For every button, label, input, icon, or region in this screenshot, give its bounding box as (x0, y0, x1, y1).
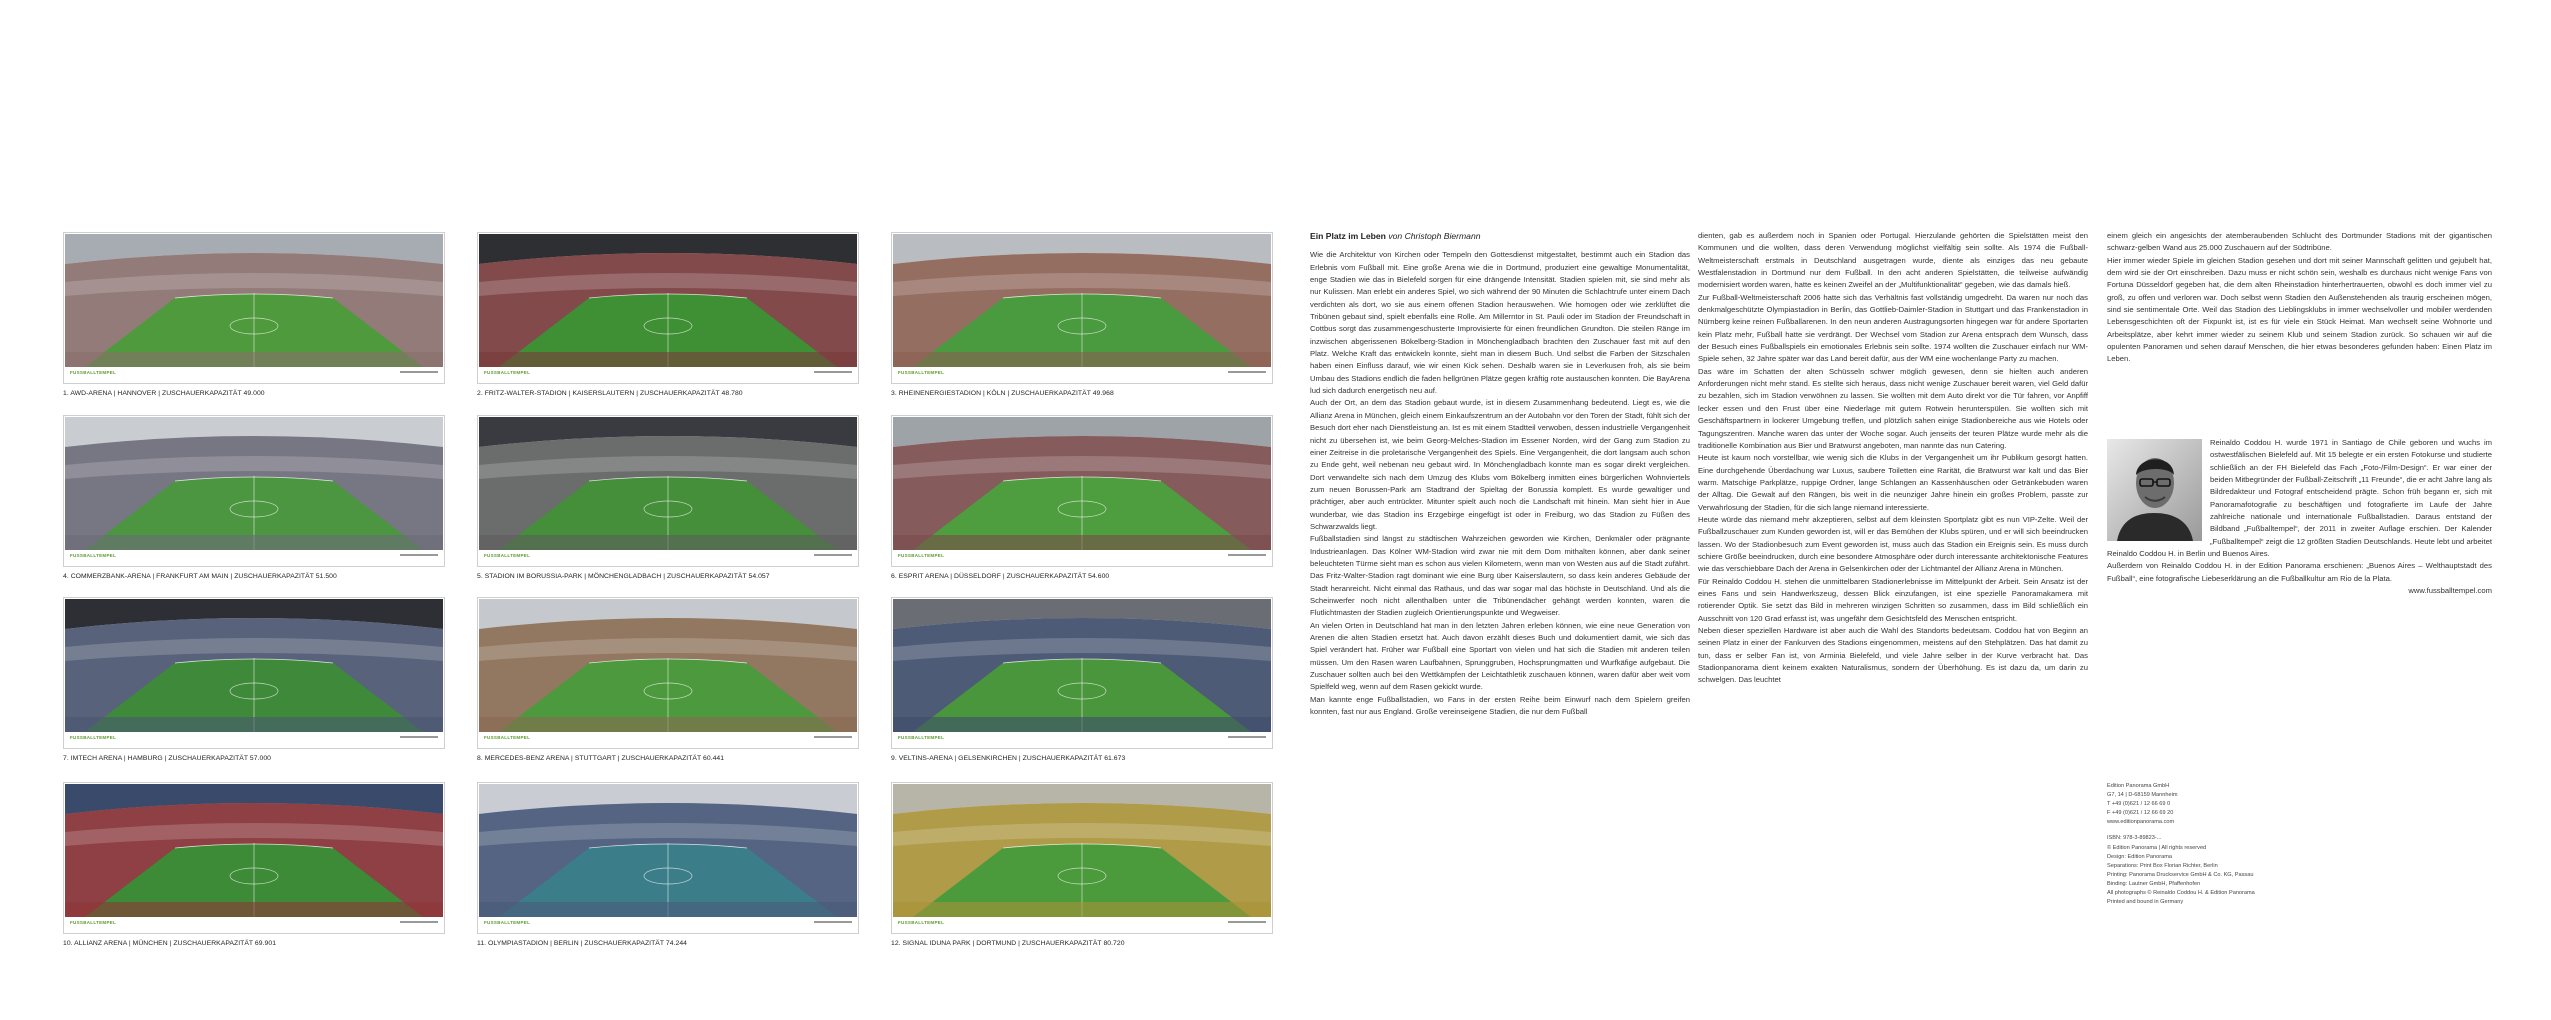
stadium-caption: 8. MERCEDES-BENZ ARENA | STUTTGART | ZUSCHAUERKAPAZITÄT 60.441 (477, 755, 725, 762)
paragraph: Fußballstadien sind längst zu städtischen Wahrzeichen geworden wie Kirchen, Denkmäler oder prägnante Industrieanlagen. Das Kölner WM-Stadion wird zwar nie mit dem Dom mithalten können, aber dank seiner beleuchteten Türme sieht man es schon aus vielen Kilometern, wenn man von Westen aus auf die Stadt zufährt. Das Fritz-Walter-Stadion ragt dominant wie eine Burg über Kaiserslautern, so dass kein anderes Gebäude der Stadt heranreicht. Nicht einmal das Rathaus, und das war sogar mal das höchste in Deutschland. Und als die Scheinwerfer noch nicht allenthalben unter die Tribünendächer gehängt werden konnten, waren die Flutlichtmasten der Stadien zugleich Orientierungspunkte und Wegweiser. (1310, 534, 1690, 618)
brand-label: FUSSBALLTEMPEL (484, 920, 531, 925)
stadium-card (891, 232, 1273, 402)
calendar-sheet (477, 232, 859, 384)
imprint-line: T +49 (0)621 / 12 66 69 0 (2107, 801, 2171, 808)
paragraph: Neben dieser speziellen Hardware ist aber auch die Wahl des Standorts bedeutsam. Coddou hat von Beginn an seinen Platz in einer der Fankurven des Stadions eingenommen, meistens auf den Stehplätzen. Das hat damit zu tun, dass er selber Fan ist, von Arminia Bielefeld, und viele Jahre selber in der Kurve verbracht hat. Das Stadionpanorama dient keinem exakten Naturalismus, sondern der Überhöhung. Es ist dazu da, um darin zu schwelgen. Das leuchtet (1698, 626, 2088, 685)
stadium-caption: 10. ALLIANZ ARENA | MÜNCHEN | ZUSCHAUERKAPAZITÄT 69.901 (63, 940, 277, 947)
brand-label: FUSSBALLTEMPEL (898, 553, 945, 558)
stadium-panorama-photo (479, 599, 857, 732)
author-bio (2107, 437, 2492, 597)
article-column-1 (1310, 230, 1690, 718)
brand-label: FUSSBALLTEMPEL (70, 920, 117, 925)
article-column-3 (2107, 230, 2492, 366)
stadium-panorama-photo (893, 784, 1271, 917)
calendar-footer-rule (1228, 921, 1266, 923)
imprint-line: www.editionpanorama.com (2107, 819, 2175, 826)
brand-label: FUSSBALLTEMPEL (898, 735, 945, 740)
stadium-caption: 9. VELTINS-ARENA | GELSENKIRCHEN | ZUSCHAUERKAPAZITÄT 61.673 (891, 755, 1126, 762)
article-byline: von Christoph Biermann (1388, 231, 1481, 241)
calendar-footer-rule (400, 736, 438, 738)
stadium-card (477, 232, 859, 402)
calendar-sheet (477, 415, 859, 567)
brand-label: FUSSBALLTEMPEL (484, 370, 531, 375)
stadium-caption: 2. FRITZ-WALTER-STADION | KAISERSLAUTERN | ZUSCHAUERKAPAZITÄT 48.780 (477, 390, 743, 397)
paragraph: Zur Fußball-Weltmeisterschaft 2006 hatte sich das Verhältnis fast vollständig umgedreht. Da waren nur noch das denkmalgeschützte Olympiastadion in Berlin, das Gottlieb-Daimler-Stadion in Stuttgart und das Frankenstadion in Nürnberg keine reinen Fußballarenen. In den neun anderen Austragungsorten hingegen war für andere Sportarten kein Platz mehr, Fußball hatte sie verdrängt. Der Wechsel vom Stadion zur Arena entsprach dem Wunsch, dass der Besuch eines Fußballspiels ein emotionales Erlebnis sein sollte. 1974 wollten die Zuschauer einfach nur WM-Spiele sehen, 32 Jahre später war das Land bereit dafür, aus der WM eine wochenlange Party zu machen. (1698, 292, 2088, 364)
imprint-line: © Edition Panorama | All rights reserved (2107, 844, 2207, 851)
calendar-sheet (63, 415, 445, 567)
brand-label: FUSSBALLTEMPEL (898, 370, 945, 375)
imprint-gap (2107, 827, 2367, 834)
paragraph: Heute ist kaum noch vorstellbar, wie wenig sich die Klubs in der Vergangenheit um ihr Publikum gesorgt hatten. Eine durchgehende Überdachung war Luxus, saubere Toiletten eine Rarität, die Bratwurst war kalt und das Bier warm. Matschige Parkplätze, ruppige Ordner, lange Schlangen an Kassenhäuschen oder Getränkebuden waren der Alltag. Die Gewalt auf den Rängen, bis weit in die neunziger Jahre hinein ein großes Problem, passte zur Verwahrlosung der Stadien, für die sich lange niemand interessierte. (1698, 453, 2088, 512)
stadium-card (477, 415, 859, 585)
stadium-panorama-photo (479, 234, 857, 367)
stadium-panorama-photo (893, 234, 1271, 367)
bio-paragraph: Außerdem von Reinaldo Coddou H. in der Edition Panorama erschienen: „Buenos Aires – Welthauptstadt des Fußball“, eine fotografische Liebeserklärung an die Fußballkultur am Rio de la Plata. (2107, 561, 2492, 583)
calendar-footer-rule (1228, 554, 1266, 556)
stadium-panorama-photo (65, 234, 443, 367)
stadium-card (891, 415, 1273, 585)
stadium-panorama-photo (893, 417, 1271, 550)
calendar-sheet (63, 597, 445, 749)
imprint-line: Edition Panorama GmbH (2107, 783, 2170, 789)
stadium-caption: 11. OLYMPIASTADION | BERLIN | ZUSCHAUERKAPAZITÄT 74.244 (477, 940, 687, 947)
brand-label: FUSSBALLTEMPEL (70, 735, 117, 740)
brand-label: FUSSBALLTEMPEL (484, 553, 531, 558)
stadium-caption: 12. SIGNAL IDUNA PARK | DORTMUND | ZUSCHAUERKAPAZITÄT 80.720 (891, 940, 1125, 947)
paragraph: dienten, gab es außerdem noch in Spanien oder Portugal. Hierzulande gehörten die Spielstätten meist den Kommunen und die wollten, dass deren Verwendung möglichst vielfältig sein sollte. Als 1974 die Fußball-Weltmeisterschaft erstmals in Deutschland ausgetragen wurde, diente als einziges das neu gebaute Westfalenstadion in Dortmund nur dem Fußball. In den acht anderen Spielstätten, die teilweise aufwändig modernisiert worden waren, hatte es keinen Zweifel an der „Multifunktionalität“ gegeben, wie das damals hieß. (1698, 231, 2088, 290)
stadium-panorama-photo (479, 417, 857, 550)
stadium-calendar-grid (63, 232, 1273, 950)
paragraph: An vielen Orten in Deutschland hat man in den letzten Jahren erleben können, wie eine neue Generation von Arenen die alten Stadien ersetzt hat. Auch davon erzählt dieses Buch und dokumentiert damit, wie sich das Spiel verändert hat. Früher war Fußball eine Sportart von vielen und hat sich die Stadien mit anderen teilen müssen. Um den Rasen waren Laufbahnen, Sprunggruben, Hochsprungmatten und Wurfkäfige aufgebaut. Die Zuschauer sollten auch bei den Wettkämpfen der Leichtathletik zuschauen können, waren dafür aber weit vom Spielfeld weg, wenn auf dem Rasen gekickt wurde. (1310, 620, 1690, 692)
stadium-card (891, 782, 1273, 952)
stadium-card (63, 415, 445, 585)
stadium-card (891, 597, 1273, 767)
paragraph: Wie die Architektur von Kirchen oder Tempeln den Gottesdienst mitgestaltet, bestimmt auch ein Stadion das Erlebnis vom Fußball mit. Eine große Arena wie die in Dortmund, produziert eine gewaltige Monumentalität, enge Stadien wie das in Bielefeld sorgen für eine drängende Intensität. Stadien spielen mit, sie sind mehr als nur Kulissen. Man erlebt ein anderes Spiel, wo sich während der 90 Minuten die Schlachtrufe unter einem Dach verdichten als dort, wo sie aus einem offenen Stadion herauswehen. Wie homogen oder wie zerklüftet die Tribünen gebaut sind, spielt ebenfalls eine Rolle. Am Millerntor in St. Pauli oder im Stadion der Freundschaft in Cottbus sorgt das zusammengeschusterte Improvisierte für einen freundlichen Grundton. Die steilen Ränge im inzwischen abgerissenen Bökelberg-Stadion in Mönchengladbach brachten den Zuschauer fast mit auf den Platz. Welche Kraft das entwickeln konnte, sieht man in diesem Buch. Und selbst die Farben der Sitzschalen haben einen Einfluss darauf, wie wir einen Kick sehen. Deshalb waren sie in Leverkusen froh, als sie beim Umbau des Stadions endlich die faden hellgrünen Plätze gegen kräftig rote austauschen konnten. Die BayArena lud sich dadurch energetisch neu auf. (1310, 250, 1690, 396)
stadium-caption: 6. ESPRIT ARENA | DÜSSELDORF | ZUSCHAUERKAPAZITÄT 54.600 (891, 573, 1110, 580)
paragraph: Man kannte enge Fußballstadien, wo Fans in der ersten Reihe beim Einwurf nach dem Spielern greifen konnten, fast nur aus England. Große vereinseigene Stadien, die nur dem Fußball (1310, 694, 1690, 717)
paragraph: Heute würde das niemand mehr akzeptieren, selbst auf dem kleinsten Sportplatz gibt es nun VIP-Zelte. Weil der Fußballzuschauer zum Kunden geworden ist, will er das Bemühen der Klubs spüren, und er will sich beeindrucken lassen. Wo der Stadionbesuch zum Event geworden ist, muss auch das Stadion ein Ereignis sein. Es muss durch schiere Größe beeindrucken, durch eine besondere Atmosphäre oder durch interessante architektonische Features wie das verschiebbare Dach der Arena in Gelsenkirchen oder der Lichtmantel der Allianz Arena in München. (1698, 514, 2088, 574)
stadium-panorama-photo (65, 417, 443, 550)
article-title: Ein Platz im Leben (1310, 231, 1386, 241)
stadium-panorama-photo (479, 784, 857, 917)
calendar-footer-rule (1228, 371, 1266, 373)
calendar-sheet (891, 232, 1273, 384)
article-title-row (1310, 230, 1690, 242)
brand-label: FUSSBALLTEMPEL (70, 370, 117, 375)
calendar-footer-rule (814, 371, 852, 373)
paragraph: Hier immer wieder Spiele im gleichen Stadion gesehen und dort mit seiner Mannschaft gelitten und gejubelt hat, dem wird sie der Ort einschreiben. Dazu muss er nicht schön sein, weshalb es durchaus nicht wenige Fans von Fortuna Düsseldorf gegeben hat, die dem alten Rheinstadion hinterhertrauerten, obwohl es doch immer viel zu groß, zu offen und verloren war. Doch selbst wenn Stadien den Außenstehenden als traurig erscheinen mögen, sind sie sentimentale Orte. Weil das Stadion des Lieblingsklubs in immer wechselvoller und mobiler werdenden Lebensgeschichten oft der Fixpunkt ist, ist es für viele ein Stück Heimat. Man wechselt seine Wohnorte und Arbeitsplätze, aber kehrt immer wieder zu seinem Klub und seinem Stadion zurück. So schauen wir auf die opulenten Panoramen und sehen darauf Menschen, die hier etwas besonderes gefunden haben: Einen Platz im Leben. (2107, 255, 2492, 364)
calendar-footer-rule (814, 921, 852, 923)
calendar-footer-rule (400, 371, 438, 373)
calendar-footer-rule (400, 554, 438, 556)
calendar-sheet (891, 597, 1273, 749)
imprint-line: Printed and bound in Germany (2107, 899, 2184, 906)
calendar-footer-rule (814, 736, 852, 738)
calendar-sheet (891, 415, 1273, 567)
stadium-caption: 4. COMMERZBANK-ARENA | FRANKFURT AM MAIN | ZUSCHAUERKAPAZITÄT 51.500 (63, 573, 337, 580)
imprint-line: F +49 (0)621 / 12 66 69 20 (2107, 810, 2174, 817)
calendar-footer-rule (1228, 736, 1266, 738)
stadium-panorama-photo (65, 784, 443, 917)
website-link[interactable]: www.fussballtempel.com (2408, 586, 2492, 596)
author-portrait-photo (2107, 439, 2202, 541)
calendar-sheet (63, 232, 445, 384)
paragraph: einem gleich ein angesichts der atemberaubenden Schlucht des Dortmunder Stadions mit der gigantischen schwarz-gelben Wand aus 25.000 Zuschauern auf der Südtribüne. (2107, 231, 2492, 253)
paragraph: Auch der Ort, an dem das Stadion gebaut wurde, ist in diesem Zusammenhang bedeutend. Liegt es, wie die Allianz Arena in München, gleich einem Einkaufszentrum an der Autobahn vor den Toren der Stadt, fühlt sich der Besuch dort eher nach Dienstleistung an. Ist es mit einem Stadtteil verwoben, dessen industrielle Vergangenheit nicht zu übersehen ist, wie beim Georg-Melches-Stadion im Essener Norden, wird der Gang zum Stadion zu einer Zeitreise in die proletarische Vergangenheit des Spiels. Eine Vergangenheit, die dort langsam auch schon zu Ende geht, weil nebenan neu gebaut wird. In Mönchengladbach konnte man es sogar direkt vergleichen. Dort verwandelte sich nach dem Umzug des Klubs vom Bökelberg inmitten eines bürgerlichen Wohnviertels zum neuen Borussen-Park am Stadtrand der Spieltag der Borussia komplett. Es wurde gewaltiger und prächtiger, aber auch entrückter. Mitunter spielt auch noch die Landschaft mit hinein. Man sieht hier in Aue wunderbar, wie das Stadion ins Erzgebirge eingefügt ist oder in Freiburg, wo das Stadion zu Füßen des Schwarzwalds liegt. (1310, 398, 1690, 531)
stadium-panorama-photo (65, 599, 443, 732)
imprint-line: ISBN: 978-3-89823-... (2107, 835, 2162, 842)
stadium-card (63, 232, 445, 402)
stadium-caption: 7. IMTECH ARENA | HAMBURG | ZUSCHAUERKAPAZITÄT 57.000 (63, 755, 271, 762)
stadium-panorama-photo (893, 599, 1271, 732)
imprint-line: Binding: Lautner GmbH, Pfaffenhofen (2107, 880, 2201, 887)
stadium-card (477, 597, 859, 767)
brand-label: FUSSBALLTEMPEL (70, 553, 117, 558)
imprint-line: Design: Edition Panorama (2107, 853, 2172, 860)
bio-paragraph: Reinaldo Coddou H. wurde 1971 in Santiago de Chile geboren und wuchs im ostwestfälischen Bielefeld auf. Mit 15 belegte er ein ersten Fotokurse und studierte schließlich an der FH Bielefeld das Fach „Foto-/Film-Design“. Er war einer der beiden Mitbegründer der Fußball-Zeitschrift „11 Freunde“, die er acht Jahre lang als Bildredakteur und Fotograf entscheidend prägte. Schon früh begann er, sich mit Panoramafotografie zu beschäftigen und fotografierte im Laufe der Jahre zahlreiche nationale und internationale Fußballstadien. Daraus entstand der Bildband „Fußballtempel“, der 2011 in zweiter Auflage erschien. Der Kalender „Fußballtempel“ zeigt die 12 größten Stadien Deutschlands. Heute lebt und arbeitet Reinaldo Coddou H. in Berlin und Buenos Aires. (2107, 438, 2492, 559)
brand-label: FUSSBALLTEMPEL (898, 920, 945, 925)
brand-label: FUSSBALLTEMPEL (484, 735, 531, 740)
imprint-line: All photographs © Reinaldo Coddou H. & Edition Panorama (2107, 890, 2255, 897)
imprint (2107, 782, 2367, 907)
calendar-sheet (891, 782, 1273, 934)
calendar-sheet (477, 782, 859, 934)
calendar-sheet (63, 782, 445, 934)
imprint-line: Printing: Panorama Druckservice GmbH & Co. KG, Passau (2107, 871, 2254, 878)
calendar-sheet (477, 597, 859, 749)
stadium-caption: 3. RHEINENERGIESTADION | KÖLN | ZUSCHAUERKAPAZITÄT 49.968 (891, 390, 1114, 397)
paragraph: Das wäre im Schatten der alten Schüsseln schwer möglich gewesen, denn sie hielten auch anderen Anforderungen nicht mehr stand. Es stellte sich heraus, dass nicht wenige Zuschauer bereit waren, viel Geld dafür zu bezahlen, sich im Stadion verwöhnen zu lassen. Sie wollten mit dem Auto direkt vor die Tür fahren, vor Anpfiff lecker essen und den Frust über eine Niederlage mit gutem Rotwein herunterspülen. Sie wollten sich mit Geschäftspartnern in lockerer Umgebung treffen, und plötzlich sahen einige Stadionbereiche aus wie Hotels oder Tagungszentren. Manche waren das unter der Woche sogar. Auch jenseits der teuren Plätze wurde mehr als die traditionelle Kombination aus Bier und Bratwurst angeboten, man nannte das nun Catering. (1698, 366, 2088, 450)
article-column-2 (1698, 230, 2088, 687)
stadium-card (63, 782, 445, 952)
stadium-caption: 1. AWD-ARENA | HANNOVER | ZUSCHAUERKAPAZITÄT 49.000 (63, 390, 265, 397)
imprint-line: Separations: Print Box Florian Richter, Berlin (2107, 862, 2218, 869)
calendar-footer-rule (814, 554, 852, 556)
calendar-footer-rule (400, 921, 438, 923)
stadium-caption: 5. STADION IM BORUSSIA-PARK | MÖNCHENGLADBACH | ZUSCHAUERKAPAZITÄT 54.057 (477, 573, 770, 580)
paragraph: Für Reinaldo Coddou H. stehen die unmittelbaren Stadionerlebnisse im Mittelpunkt der Arbeit. Sein Ansatz ist der eines Fans und sein Handwerkszeug, dessen Blick einzufangen, ist eine spezielle Panoramakamera mit rotierender Optik. Sie setzt das Bild in mehreren winzigen Schritten so zusammen, dass im Bild schließlich ein Ausschnitt von 120 Grad erfasst ist, was ungefähr dem Gesichtsfeld des Menschen entspricht. (1698, 576, 2088, 623)
imprint-line: G7, 14 | D-68159 Mannheim (2107, 792, 2178, 799)
stadium-card (477, 782, 859, 952)
stadium-card (63, 597, 445, 767)
